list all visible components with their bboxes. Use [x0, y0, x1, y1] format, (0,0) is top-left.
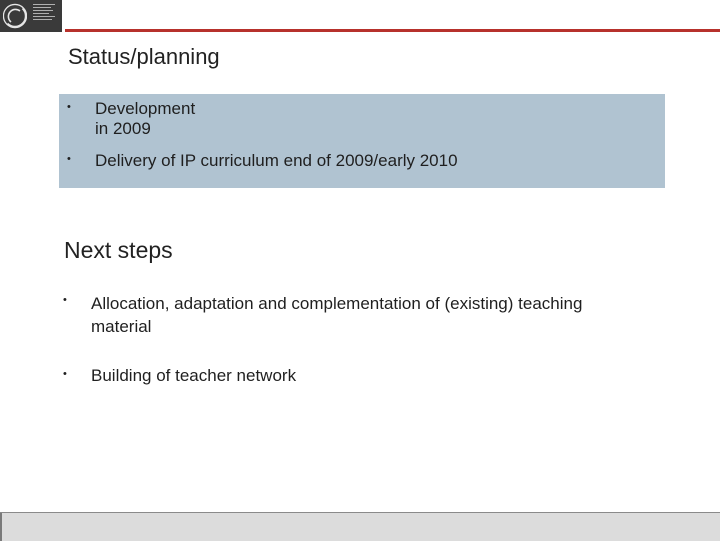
organisation-logo-icon — [3, 3, 27, 29]
organisation-logo — [0, 0, 62, 32]
footer-bar — [0, 512, 720, 541]
bullet: • — [63, 294, 67, 306]
status-item-text: Development in 2009 — [95, 99, 196, 138]
bullet: • — [63, 368, 67, 380]
bullet: • — [67, 153, 71, 165]
bullet: • — [67, 101, 71, 113]
page-title: Status/planning — [68, 44, 220, 69]
header-accent-line — [65, 29, 720, 32]
next-step-text: Building of teacher network — [91, 366, 297, 385]
section-heading: Next steps — [64, 237, 173, 263]
footer-edge — [0, 513, 2, 541]
next-step-text: Allocation, adaptation and complementation of (existing) teaching material — [91, 294, 583, 336]
status-item-text: Delivery of IP curriculum end of 2009/early 2010 — [95, 151, 458, 170]
logo-wordmark — [33, 4, 59, 22]
